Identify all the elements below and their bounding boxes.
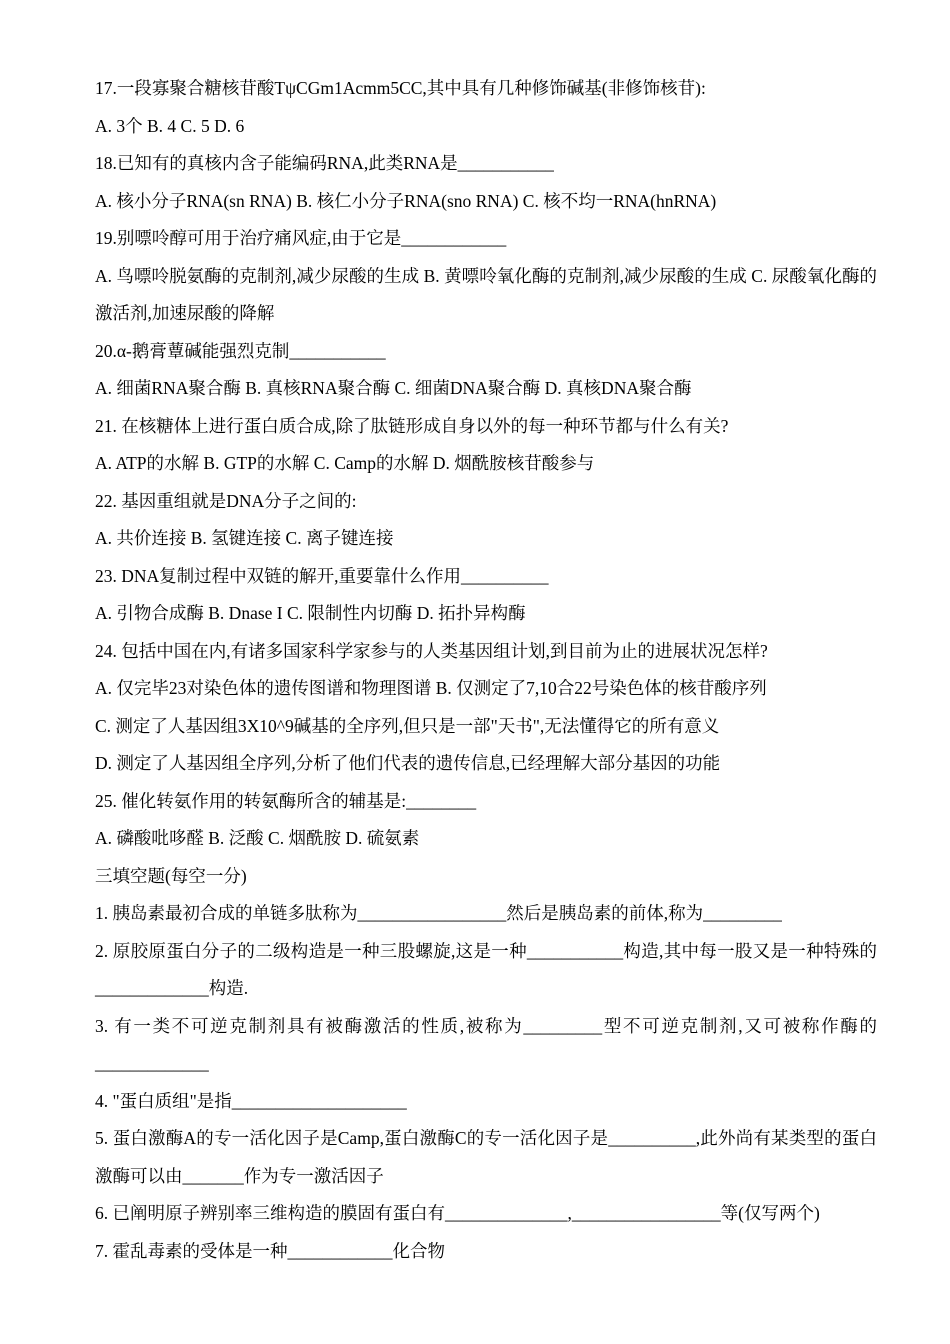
q20-options: A. 细菌RNA聚合酶 B. 真核RNA聚合酶 C. 细菌DNA聚合酶 D. 真核DNA聚合酶 bbox=[95, 378, 692, 398]
q21-options: A. ATP的水解 B. GTP的水解 C. Camp的水解 D. 烟酰胺核苷酸参与 bbox=[95, 453, 595, 473]
q25-stem: 25. 催化转氨作用的转氨酶所含的辅基是:________ bbox=[95, 790, 477, 811]
q20-stem: 20.α-鹅膏蕈碱能强烈克制___________ bbox=[95, 340, 386, 361]
document-page bbox=[95, 70, 877, 1270]
q18-options: A. 核小分子RNA(sn RNA) B. 核仁小分子RNA(sno RNA) C. 核不均一RNA(hnRNA) bbox=[95, 190, 717, 211]
q22-options: A. 共价连接 B. 氢键连接 C. 离子键连接 bbox=[95, 528, 394, 548]
q21-stem: 21. 在核糖体上进行蛋白质合成,除了肽链形成自身以外的每一种环节都与什么有关? bbox=[95, 415, 729, 436]
fill-q7: 7. 霍乱毒素的受体是一种____________化合物 bbox=[95, 1240, 445, 1261]
q25-options: A. 磷酸吡哆醛 B. 泛酸 C. 烟酰胺 D. 硫氨素 bbox=[95, 828, 420, 848]
q17-options: A. 3个 B. 4 C. 5 D. 6 bbox=[95, 115, 245, 136]
q17-stem: 17.一段寡聚合糖核苷酸TψCGm1Acmm5CC,其中具有几种修饰碱基(非修饰核苷): bbox=[95, 78, 706, 98]
fill-q2: 2. 原胶原蛋白分子的二级构造是一种三股螺旋,这是一种___________构造,其中每一股又是一种特殊的_____________构造. bbox=[95, 940, 877, 998]
q24-stem: 24. 包括中国在内,有诸多国家科学家参与的人类基因组计划,到目前为止的进展状况怎样? bbox=[95, 640, 768, 661]
q19-options: A. 鸟嘌呤脱氨酶的克制剂,减少尿酸的生成 B. 黄嘌呤氧化酶的克制剂,减少尿酸的生成 C. 尿酸氧化酶的激活剂,加速尿酸的降解 bbox=[95, 265, 877, 323]
fill-q3: 3. 有一类不可逆克制剂具有被酶激活的性质,被称为_________型不可逆克制剂,又可被称作酶的_____________ bbox=[95, 1015, 877, 1073]
fill-q5: 5. 蛋白激酶A的专一活化因子是Camp,蛋白激酶C的专一活化因子是__________,此外尚有某类型的蛋白激酶可以由_______作为专一激活因子 bbox=[95, 1128, 877, 1186]
q24-option-a-b: A. 仅完毕23对染色体的遗传图谱和物理图谱 B. 仅测定了7,10合22号染色体的核苷酸序列 bbox=[95, 678, 767, 698]
q18-stem: 18.已知有的真核内含子能编码RNA,此类RNA是___________ bbox=[95, 153, 554, 173]
q22-stem: 22. 基因重组就是DNA分子之间的: bbox=[95, 490, 357, 511]
fill-q1: 1. 胰岛素最初合成的单链多肽称为_________________然后是胰岛素的前体,称为_________ bbox=[95, 903, 782, 923]
fill-q4: 4. "蛋白质组"是指____________________ bbox=[95, 1090, 407, 1111]
q24-option-d: D. 测定了人基因组全序列,分析了他们代表的遗传信息,已经理解大部分基因的功能 bbox=[95, 753, 721, 773]
q19-stem: 19.别嘌呤醇可用于治疗痛风症,由于它是____________ bbox=[95, 228, 507, 248]
section-heading-fill-in: 三填空题(每空一分) bbox=[95, 865, 247, 886]
q23-options: A. 引物合成酶 B. Dnase I C. 限制性内切酶 D. 拓扑异构酶 bbox=[95, 603, 526, 623]
q23-stem: 23. DNA复制过程中双链的解开,重要靠什么作用__________ bbox=[95, 565, 549, 586]
fill-q6: 6. 已阐明原子辨别率三维构造的膜固有蛋白有______________,_________________等(仅写两个) bbox=[95, 1203, 820, 1223]
q24-option-c: C. 测定了人基因组3X10^9碱基的全序列,但只是一部"天书",无法懂得它的所有意义 bbox=[95, 715, 720, 736]
